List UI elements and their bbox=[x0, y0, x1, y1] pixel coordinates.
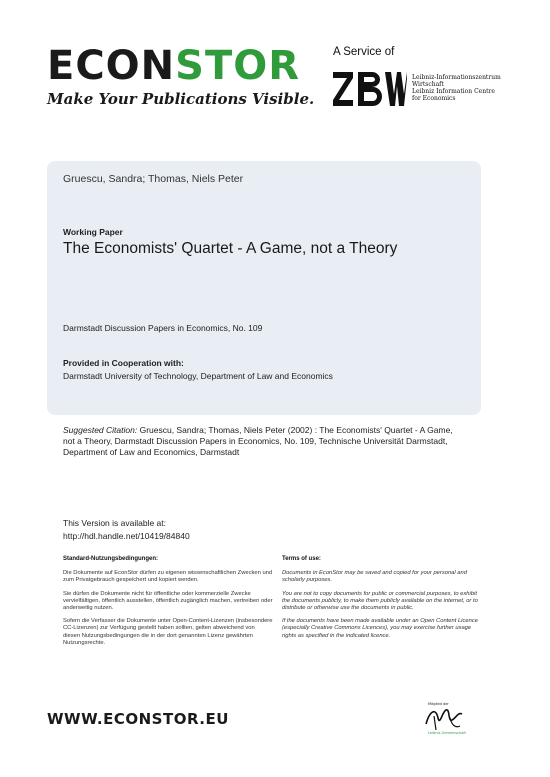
terms-en-paragraph: If the documents have been made available under an Open Content Licence (especially Creative Commons Licences), you may exercise further usage rights as specified in the indicated licence. bbox=[282, 618, 478, 639]
logo-stor: STOR bbox=[175, 43, 301, 89]
service-label: A Service of bbox=[333, 46, 395, 58]
cooperation-institution: Darmstadt University of Technology, Department of Law and Economics bbox=[63, 371, 333, 381]
document-type: Working Paper bbox=[63, 227, 123, 237]
terms-en-paragraph: You are not to copy documents for public or commercial purposes, to exhibit the documents publicly, to make them publicly available on the internet, or to distribute or otherwise use the documents in public. bbox=[282, 590, 478, 612]
zbw-line: Wirtschaft bbox=[412, 81, 444, 88]
logo-econ: ECON bbox=[47, 43, 176, 89]
authors: Gruescu, Sandra; Thomas, Niels Peter bbox=[63, 173, 244, 185]
terms-de-paragraph: Die Dokumente auf EconStor dürfen zu eigenen wissenschaftlichen Zwecken und zum Privatgebrauch gespeichert und kopiert werden. bbox=[63, 570, 273, 584]
handle-link[interactable]: http://hdl.handle.net/10419/84840 bbox=[63, 531, 190, 541]
leibniz-seal-icon bbox=[422, 700, 468, 736]
terms-de-heading: Standard-Nutzungsbedingungen: bbox=[63, 556, 158, 562]
terms-en-heading: Terms of use: bbox=[282, 556, 321, 562]
version-label: This Version is available at: bbox=[63, 518, 166, 528]
terms-en-paragraph: Documents in EconStor may be saved and copied for your personal and scholarly purposes. bbox=[282, 570, 467, 584]
suggested-citation bbox=[63, 425, 458, 458]
econstor-logo bbox=[47, 44, 300, 88]
terms-de-paragraph: Sie dürfen die Dokumente nicht für öffentliche oder kommerzielle Zwecke vervielfältigen, öffentlich ausstellen, öffentlich zugänglich machen, vertreiben oder anderweitig nutzen. bbox=[63, 590, 273, 612]
seal-top-text: Mitglied der bbox=[428, 702, 449, 706]
series: Darmstadt Discussion Papers in Economics, No. 109 bbox=[63, 323, 263, 333]
zbw-logo-icon bbox=[333, 72, 407, 106]
terms-de-paragraph: Sofern die Verfasser die Dokumente unter Open-Content-Lizenzen (insbesondere CC-Lizenzen) zur Verfügung gestellt haben sollten, gelten abweichend von diesen Nutzungsbedingungen die in der dort genannten Lizenz gewährten Nutzungsrechte. bbox=[63, 618, 273, 646]
tagline: Make Your Publications Visible. bbox=[47, 90, 315, 108]
terms-de bbox=[63, 556, 273, 653]
citation-text: Gruescu, Sandra; Thomas, Niels Peter (2002) : The Economists' Quartet - A Game, not a Theory, Darmstadt Discussion Papers in Economics, No. 109, Technische Universität Darmstadt, Department of Law and Economics, Darmstadt bbox=[63, 425, 453, 457]
terms-en bbox=[282, 556, 478, 646]
seal-bottom-text: Leibniz-Gemeinschaft bbox=[428, 731, 466, 735]
document-title: The Economists' Quartet - A Game, not a Theory bbox=[63, 240, 398, 257]
cooperation-label: Provided in Cooperation with: bbox=[63, 358, 184, 368]
citation-label: Suggested Citation: bbox=[63, 425, 138, 435]
zbw-line: Leibniz-Informationszentrum bbox=[412, 74, 501, 81]
footer-url[interactable]: WWW.ECONSTOR.EU bbox=[47, 710, 229, 728]
zbw-text bbox=[412, 74, 501, 102]
zbw-line: for Economics bbox=[412, 95, 456, 102]
zbw-line: Leibniz Information Centre bbox=[412, 88, 495, 95]
